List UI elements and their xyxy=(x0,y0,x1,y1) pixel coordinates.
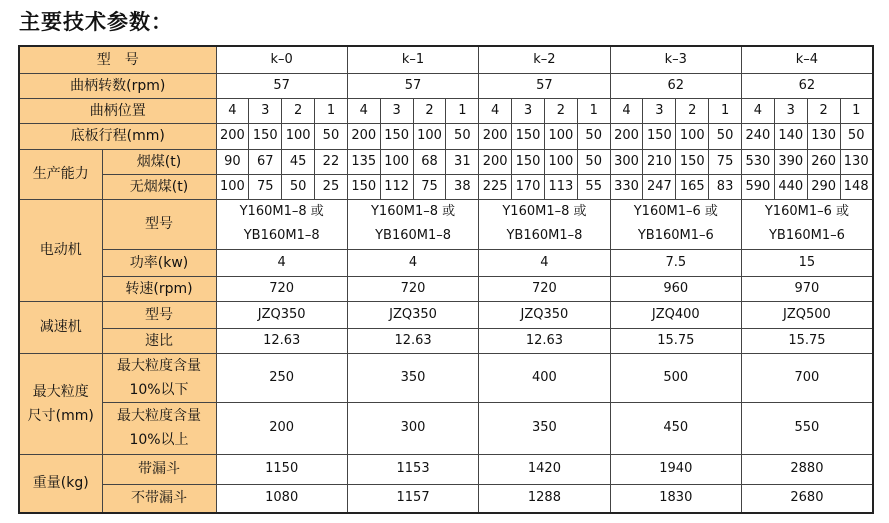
crank-position-cell: 4 xyxy=(742,98,775,123)
bituminous-cell: 130 xyxy=(840,149,873,174)
bituminous-cell: 31 xyxy=(446,149,479,174)
crank-position-cell: 3 xyxy=(643,98,676,123)
crank-position-cell: 3 xyxy=(380,98,413,123)
anthracite-cell: 55 xyxy=(577,174,610,199)
motor-speed-row xyxy=(19,276,873,301)
anthracite-cell: 290 xyxy=(807,174,840,199)
without-hopper-cell: 1288 xyxy=(479,484,610,513)
motor-label: 电动机 xyxy=(19,199,102,301)
bituminous-cell: 68 xyxy=(413,149,446,174)
above10-cell: 550 xyxy=(742,402,873,454)
stroke-cell: 130 xyxy=(807,123,840,149)
anthracite-cell: 440 xyxy=(774,174,807,199)
ratio-row xyxy=(19,328,873,353)
anthracite-cell: 330 xyxy=(610,174,643,199)
reducer-type-cell: JZQ400 xyxy=(610,301,741,328)
stroke-cell: 150 xyxy=(380,123,413,149)
with-hopper-cell: 1420 xyxy=(479,454,610,484)
crank-position-cell: 4 xyxy=(216,98,249,123)
below10-row xyxy=(19,353,873,402)
anthracite-cell: 113 xyxy=(544,174,577,199)
stroke-cell: 50 xyxy=(709,123,742,149)
stroke-label: 底板行程(mm) xyxy=(19,123,216,149)
crank-speed-cell: 57 xyxy=(216,73,347,98)
crank-speed-label: 曲柄转数(rpm) xyxy=(19,73,216,98)
without-hopper-cell: 2680 xyxy=(742,484,873,513)
bituminous-cell: 45 xyxy=(282,149,315,174)
bituminous-row xyxy=(19,149,873,174)
anthracite-cell: 150 xyxy=(347,174,380,199)
anthracite-cell: 247 xyxy=(643,174,676,199)
motor-type-cell: Y160M1–6 或 YB160M1–6 xyxy=(742,199,873,249)
bituminous-cell: 390 xyxy=(774,149,807,174)
power-cell: 4 xyxy=(347,249,478,276)
without-hopper-cell: 1080 xyxy=(216,484,347,513)
bituminous-cell: 260 xyxy=(807,149,840,174)
motor-type-cell: Y160M1–8 或 YB160M1–8 xyxy=(216,199,347,249)
crank-speed-cell: 62 xyxy=(610,73,741,98)
stroke-cell: 150 xyxy=(512,123,545,149)
crank-speed-cell: 57 xyxy=(347,73,478,98)
bituminous-cell: 135 xyxy=(347,149,380,174)
stroke-cell: 200 xyxy=(347,123,380,149)
stroke-cell: 50 xyxy=(446,123,479,149)
crank-position-cell: 1 xyxy=(446,98,479,123)
reducer-type-row xyxy=(19,301,873,328)
crank-position-row xyxy=(19,98,873,123)
with-hopper-cell: 2880 xyxy=(742,454,873,484)
bituminous-cell: 100 xyxy=(544,149,577,174)
crank-position-label: 曲柄位置 xyxy=(19,98,216,123)
stroke-cell: 100 xyxy=(544,123,577,149)
stroke-cell: 200 xyxy=(216,123,249,149)
stroke-cell: 150 xyxy=(643,123,676,149)
power-cell: 15 xyxy=(742,249,873,276)
anthracite-cell: 75 xyxy=(413,174,446,199)
below10-cell: 250 xyxy=(216,353,347,402)
anthracite-label: 无烟煤(t) xyxy=(102,174,216,199)
crank-position-cell: 2 xyxy=(807,98,840,123)
motor-type-cell: Y160M1–8 或 YB160M1–8 xyxy=(479,199,610,249)
bituminous-cell: 50 xyxy=(577,149,610,174)
bituminous-cell: 200 xyxy=(479,149,512,174)
ratio-cell: 12.63 xyxy=(479,328,610,353)
model-name-cell: k–4 xyxy=(742,46,873,73)
stroke-cell: 50 xyxy=(577,123,610,149)
model-name-cell: k–0 xyxy=(216,46,347,73)
crank-position-cell: 2 xyxy=(676,98,709,123)
reducer-type-cell: JZQ350 xyxy=(479,301,610,328)
header-row xyxy=(19,46,873,73)
above10-cell: 300 xyxy=(347,402,478,454)
ratio-cell: 12.63 xyxy=(216,328,347,353)
stroke-cell: 240 xyxy=(742,123,775,149)
crank-position-cell: 1 xyxy=(709,98,742,123)
anthracite-row xyxy=(19,174,873,199)
model-name-cell: k–2 xyxy=(479,46,610,73)
ratio-cell: 15.75 xyxy=(610,328,741,353)
stroke-cell: 50 xyxy=(315,123,348,149)
crank-position-cell: 1 xyxy=(315,98,348,123)
stroke-cell: 50 xyxy=(840,123,873,149)
crank-speed-cell: 57 xyxy=(479,73,610,98)
crank-position-cell: 2 xyxy=(544,98,577,123)
stroke-cell: 150 xyxy=(249,123,282,149)
motor-type-label: 型号 xyxy=(102,199,216,249)
bituminous-cell: 210 xyxy=(643,149,676,174)
bituminous-cell: 22 xyxy=(315,149,348,174)
motor-speed-cell: 720 xyxy=(347,276,478,301)
above10-label: 最大粒度含量 10%以上 xyxy=(102,402,216,454)
reducer-type-cell: JZQ350 xyxy=(216,301,347,328)
motor-speed-cell: 960 xyxy=(610,276,741,301)
crank-position-cell: 1 xyxy=(577,98,610,123)
reducer-type-cell: JZQ500 xyxy=(742,301,873,328)
below10-label: 最大粒度含量 10%以下 xyxy=(102,353,216,402)
with-hopper-cell: 1940 xyxy=(610,454,741,484)
anthracite-cell: 50 xyxy=(282,174,315,199)
without-hopper-label: 不带漏斗 xyxy=(102,484,216,513)
ratio-cell: 15.75 xyxy=(742,328,873,353)
power-label: 功率(kw) xyxy=(102,249,216,276)
motor-speed-cell: 720 xyxy=(216,276,347,301)
anthracite-cell: 25 xyxy=(315,174,348,199)
stroke-cell: 100 xyxy=(413,123,446,149)
anthracite-cell: 170 xyxy=(512,174,545,199)
with-hopper-label: 带漏斗 xyxy=(102,454,216,484)
bituminous-cell: 530 xyxy=(742,149,775,174)
bituminous-cell: 90 xyxy=(216,149,249,174)
below10-cell: 400 xyxy=(479,353,610,402)
anthracite-cell: 112 xyxy=(380,174,413,199)
above10-cell: 200 xyxy=(216,402,347,454)
ratio-cell: 12.63 xyxy=(347,328,478,353)
power-cell: 7.5 xyxy=(610,249,741,276)
stroke-cell: 200 xyxy=(479,123,512,149)
bituminous-cell: 150 xyxy=(676,149,709,174)
reducer-type-label: 型号 xyxy=(102,301,216,328)
anthracite-cell: 100 xyxy=(216,174,249,199)
anthracite-cell: 165 xyxy=(676,174,709,199)
crank-speed-cell: 62 xyxy=(742,73,873,98)
above10-row xyxy=(19,402,873,454)
model-name-cell: k–3 xyxy=(610,46,741,73)
crank-position-cell: 2 xyxy=(282,98,315,123)
model-name-cell: k–1 xyxy=(347,46,478,73)
above10-cell: 450 xyxy=(610,402,741,454)
anthracite-cell: 38 xyxy=(446,174,479,199)
anthracite-cell: 148 xyxy=(840,174,873,199)
bituminous-cell: 75 xyxy=(709,149,742,174)
max-size-label: 最大粒度 尺寸(mm) xyxy=(19,353,102,454)
power-row xyxy=(19,249,873,276)
bituminous-cell: 100 xyxy=(380,149,413,174)
weight-label: 重量(kg) xyxy=(19,454,102,513)
crank-position-cell: 3 xyxy=(774,98,807,123)
below10-cell: 500 xyxy=(610,353,741,402)
without-hopper-row xyxy=(19,484,873,513)
anthracite-cell: 75 xyxy=(249,174,282,199)
without-hopper-cell: 1157 xyxy=(347,484,478,513)
reducer-type-cell: JZQ350 xyxy=(347,301,478,328)
without-hopper-cell: 1830 xyxy=(610,484,741,513)
stroke-cell: 100 xyxy=(282,123,315,149)
stroke-cell: 140 xyxy=(774,123,807,149)
crank-position-cell: 4 xyxy=(610,98,643,123)
below10-cell: 350 xyxy=(347,353,478,402)
crank-speed-row xyxy=(19,73,873,98)
motor-type-cell: Y160M1–8 或 YB160M1–8 xyxy=(347,199,478,249)
crank-position-cell: 4 xyxy=(347,98,380,123)
reducer-label: 减速机 xyxy=(19,301,102,353)
crank-position-cell: 1 xyxy=(840,98,873,123)
motor-speed-cell: 970 xyxy=(742,276,873,301)
crank-position-cell: 4 xyxy=(479,98,512,123)
below10-cell: 700 xyxy=(742,353,873,402)
motor-speed-cell: 720 xyxy=(479,276,610,301)
stroke-cell: 200 xyxy=(610,123,643,149)
with-hopper-cell: 1150 xyxy=(216,454,347,484)
above10-cell: 350 xyxy=(479,402,610,454)
power-cell: 4 xyxy=(216,249,347,276)
bituminous-cell: 300 xyxy=(610,149,643,174)
crank-position-cell: 3 xyxy=(512,98,545,123)
capacity-label: 生产能力 xyxy=(19,149,102,199)
motor-type-cell: Y160M1–6 或 YB160M1–6 xyxy=(610,199,741,249)
bituminous-cell: 67 xyxy=(249,149,282,174)
anthracite-cell: 590 xyxy=(742,174,775,199)
page-title: 主要技术参数： xyxy=(19,10,173,34)
anthracite-cell: 83 xyxy=(709,174,742,199)
model-label: 型 号 xyxy=(19,46,216,73)
anthracite-cell: 225 xyxy=(479,174,512,199)
with-hopper-cell: 1153 xyxy=(347,454,478,484)
with-hopper-row xyxy=(19,454,873,484)
motor-speed-label: 转速(rpm) xyxy=(102,276,216,301)
motor-type-row xyxy=(19,199,873,249)
crank-position-cell: 3 xyxy=(249,98,282,123)
power-cell: 4 xyxy=(479,249,610,276)
stroke-row xyxy=(19,123,873,149)
stroke-cell: 100 xyxy=(676,123,709,149)
ratio-label: 速比 xyxy=(102,328,216,353)
crank-position-cell: 2 xyxy=(413,98,446,123)
bituminous-label: 烟煤(t) xyxy=(102,149,216,174)
specs-table xyxy=(18,45,874,514)
bituminous-cell: 150 xyxy=(512,149,545,174)
